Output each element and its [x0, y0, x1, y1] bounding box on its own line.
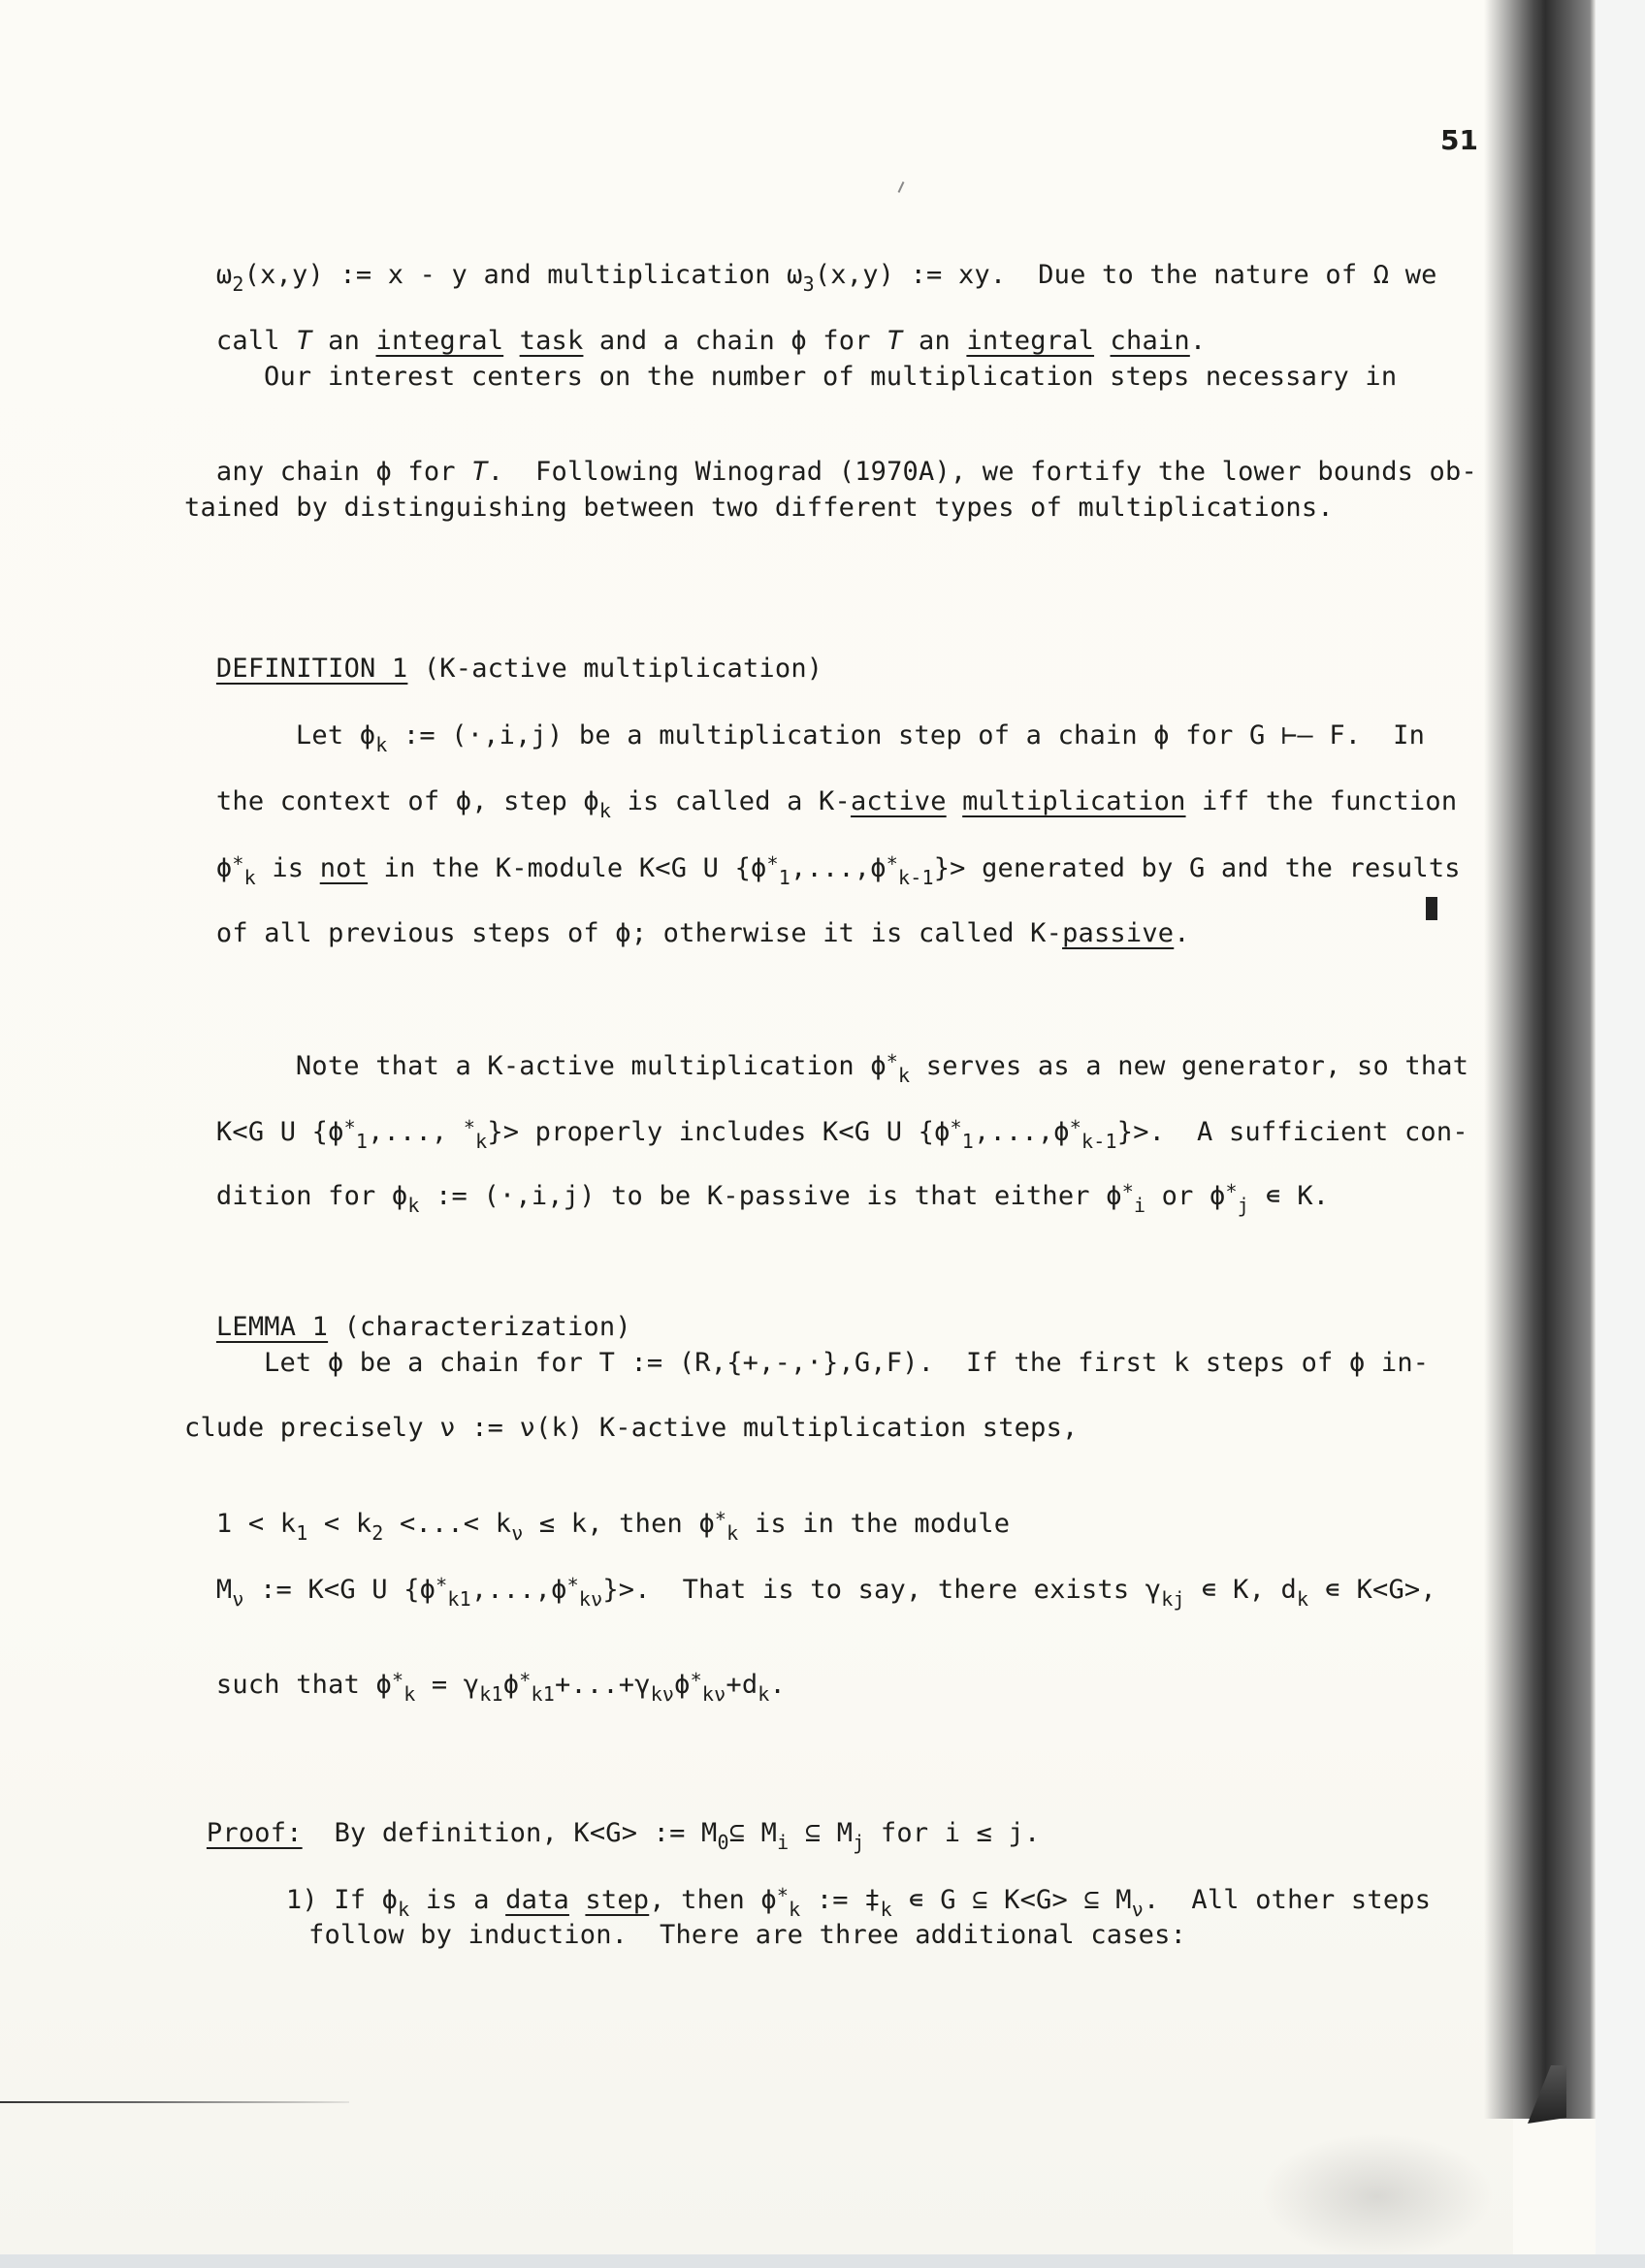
- text: := ‡: [800, 1885, 881, 1915]
- superscript: *: [519, 1669, 532, 1692]
- lemma-line-2: clude precisely ν := ν(k) K-active multiplication steps,: [184, 1413, 1079, 1443]
- space: [947, 786, 962, 816]
- subscript: kν: [650, 1682, 675, 1706]
- text: call: [215, 326, 297, 356]
- note-line-3: [184, 1150, 1329, 1217]
- text: is in the module: [738, 1509, 1011, 1539]
- note-line-1: [264, 1020, 1468, 1087]
- definition-label: DEFINITION 1: [215, 654, 408, 684]
- superscript: *: [566, 1574, 579, 1597]
- subscript: ν: [232, 1587, 244, 1611]
- text: is called a K-: [611, 786, 851, 816]
- subscript: ν: [1131, 1898, 1145, 1921]
- space: [569, 1885, 585, 1915]
- text: 1) If ϕ: [285, 1885, 399, 1915]
- text: an: [311, 326, 376, 356]
- superscript: *: [1121, 1180, 1134, 1203]
- text: ω: [215, 260, 233, 290]
- text: or ϕ: [1145, 1181, 1226, 1211]
- subscript: kν: [701, 1682, 726, 1706]
- paragraph-2-line-1: Our interest centers on the number of multiplication steps necessary in: [264, 362, 1398, 392]
- text: . Following Winograd (1970A), we fortify the lower bounds ob-: [487, 457, 1477, 487]
- lemma-line-1: Let ϕ be a chain for T := (R,{+,-,·},G,F). If the first k steps of ϕ in-: [264, 1348, 1430, 1378]
- text: ⊆ M: [728, 1818, 778, 1848]
- term-multiplication: multiplication: [962, 786, 1186, 816]
- task-symbol: T: [887, 326, 903, 356]
- subscript: k: [1296, 1587, 1309, 1611]
- subscript: k: [726, 1521, 739, 1545]
- text: ∊ K, d: [1184, 1575, 1297, 1605]
- subscript: k: [758, 1682, 770, 1706]
- superscript: *: [776, 1884, 790, 1907]
- term-integral: integral: [966, 326, 1095, 356]
- superscript: *: [690, 1669, 702, 1692]
- subscript: 1: [355, 1130, 369, 1153]
- superscript: *: [766, 852, 779, 876]
- term-active: active: [850, 786, 947, 816]
- scan-smudge: [1261, 2133, 1494, 2259]
- text: }> generated by G and the results: [933, 853, 1461, 883]
- subscript: kν: [578, 1587, 603, 1611]
- text: .: [769, 1670, 787, 1700]
- superscript: *: [391, 1669, 404, 1692]
- task-symbol: T: [296, 326, 312, 356]
- paragraph-2-line-2: [184, 427, 1477, 487]
- note-line-2: [184, 1086, 1468, 1153]
- subscript: 1: [296, 1521, 308, 1545]
- subscript: k1: [479, 1682, 503, 1706]
- definition-line-1: [264, 690, 1425, 756]
- text: is: [255, 853, 320, 883]
- proof-label: Proof:: [206, 1818, 303, 1848]
- text: serves as a new generator, so that: [910, 1051, 1469, 1081]
- text: ϕ: [674, 1670, 691, 1700]
- text: ,...,: [368, 1117, 464, 1147]
- term-not: not: [319, 853, 369, 883]
- proof-line-3: follow by induction. There are three additional cases:: [308, 1920, 1187, 1950]
- subscript: j: [853, 1831, 865, 1854]
- text: of all previous steps of ϕ; otherwise it is called K-: [215, 918, 1063, 948]
- scan-bottom-edge: [0, 2254, 1645, 2268]
- subscript: i: [1133, 1194, 1146, 1217]
- subscript: j: [1237, 1194, 1249, 1217]
- text: ω: [787, 260, 803, 290]
- subscript: 1: [778, 866, 790, 889]
- text: }>. That is to say, there exists γ: [602, 1575, 1162, 1605]
- task-symbol: T: [471, 457, 488, 487]
- text: any chain ϕ for: [215, 457, 472, 487]
- subscript: kj: [1161, 1587, 1185, 1611]
- text: such that ϕ: [215, 1670, 392, 1700]
- book-spine-shadow: [1484, 0, 1596, 2119]
- subscript: k: [475, 1130, 488, 1153]
- text: ,...,ϕ: [790, 853, 887, 883]
- proof-line-2: [254, 1854, 1431, 1921]
- subscript: 2: [371, 1521, 384, 1545]
- lemma-line-4: [184, 1544, 1436, 1611]
- superscript: *: [463, 1116, 476, 1139]
- text: 1 < k: [215, 1509, 297, 1539]
- subscript: k: [407, 1194, 420, 1217]
- superscript: *: [714, 1508, 727, 1531]
- text: Let ϕ: [295, 720, 376, 751]
- text: := K<G U {ϕ: [243, 1575, 436, 1605]
- subscript: i: [777, 1831, 790, 1854]
- term-data: data: [505, 1885, 569, 1915]
- lemma-label: LEMMA 1: [215, 1312, 329, 1342]
- text: := (·,i,j) to be K-passive is that either ϕ: [419, 1181, 1122, 1211]
- subscript: k-1: [1081, 1130, 1117, 1153]
- superscript: *: [886, 1050, 899, 1073]
- text: +d: [726, 1670, 758, 1700]
- text: }>. A sufficient con-: [1116, 1117, 1468, 1147]
- text: (x,y) := xy. Due to the nature of Ω we: [814, 260, 1437, 290]
- lemma-heading: [184, 1282, 631, 1342]
- superscript: *: [343, 1116, 356, 1139]
- text: ∊ G ⊆ K<G> ⊆ M: [891, 1885, 1132, 1915]
- definition-heading: [184, 623, 822, 684]
- scan-margin: [1596, 0, 1645, 2268]
- proof-line-1: [175, 1788, 1040, 1854]
- subscript: 2: [232, 272, 244, 296]
- subscript: k: [880, 1898, 892, 1921]
- text: ϕ: [215, 853, 233, 883]
- text: dition for ϕ: [215, 1181, 408, 1211]
- definition-line-3: [184, 822, 1461, 889]
- subscript: k: [375, 733, 388, 756]
- text: ,...,ϕ: [470, 1575, 567, 1605]
- end-of-definition-mark: [1426, 897, 1437, 920]
- definition-title: (K-active multiplication): [407, 654, 823, 684]
- text: Note that a K-active multiplication ϕ: [295, 1051, 887, 1081]
- text: ⊆ M: [789, 1818, 854, 1848]
- text: ,...,ϕ: [974, 1117, 1070, 1147]
- text: for i ≤ j.: [864, 1818, 1041, 1848]
- definition-line-4: [184, 888, 1190, 948]
- lemma-line-5: [184, 1639, 786, 1706]
- text: an: [902, 326, 967, 356]
- term-integral: integral: [375, 326, 504, 356]
- subscript: k: [789, 1898, 801, 1921]
- space: [1094, 326, 1110, 356]
- definition-line-2: [184, 756, 1457, 822]
- lemma-line-3: [184, 1478, 1010, 1545]
- text: K<G U {ϕ: [215, 1117, 344, 1147]
- superscript: *: [1069, 1116, 1082, 1139]
- subscript: k1: [531, 1682, 555, 1706]
- text: ≤ k, then ϕ: [523, 1509, 715, 1539]
- text: and a chain ϕ for: [583, 326, 887, 356]
- space: [503, 326, 519, 356]
- subscript: ν: [511, 1521, 524, 1545]
- text: ∊ K<G>,: [1308, 1575, 1436, 1605]
- subscript: k: [398, 1898, 410, 1921]
- text: is a: [409, 1885, 506, 1915]
- superscript: *: [886, 852, 898, 876]
- text: .: [1174, 918, 1190, 948]
- superscript: *: [950, 1116, 962, 1139]
- text: ∊ K.: [1248, 1181, 1330, 1211]
- superscript: *: [232, 852, 244, 876]
- text: ϕ: [502, 1670, 520, 1700]
- page-fold-line: [0, 2101, 349, 2103]
- text: iff the function: [1185, 786, 1458, 816]
- paragraph-2-line-3: tained by distinguishing between two different types of multiplications.: [184, 493, 1334, 523]
- term-chain: chain: [1110, 326, 1190, 356]
- paragraph-1-line-1: [184, 230, 1437, 296]
- text: M: [215, 1575, 233, 1605]
- subscript: 1: [961, 1130, 975, 1153]
- text: < k: [307, 1509, 372, 1539]
- text: +...+γ: [554, 1670, 651, 1700]
- text: . All other steps: [1144, 1885, 1432, 1915]
- subscript: k: [243, 866, 256, 889]
- term-task: task: [519, 326, 584, 356]
- subscript: k1: [447, 1587, 471, 1611]
- subscript: 3: [802, 272, 815, 296]
- text: <...< k: [383, 1509, 512, 1539]
- text: := (·,i,j) be a multiplication step of a chain ϕ for G ⊢— F. In: [387, 720, 1426, 751]
- text: , then ϕ: [649, 1885, 777, 1915]
- term-passive: passive: [1062, 918, 1175, 948]
- subscript: k-1: [897, 866, 934, 889]
- superscript: *: [435, 1574, 448, 1597]
- superscript: *: [1225, 1180, 1238, 1203]
- text: the context of ϕ, step ϕ: [215, 786, 599, 816]
- text: (x,y) := x - y and multiplication: [243, 260, 788, 290]
- term-step: step: [585, 1885, 650, 1915]
- text: = γ: [415, 1670, 480, 1700]
- subscript: k: [898, 1064, 911, 1087]
- text: .: [1189, 326, 1207, 356]
- page-number: 51: [1440, 124, 1478, 156]
- subscript: k: [598, 799, 612, 822]
- text: in the K-module K<G U {ϕ: [368, 853, 767, 883]
- text: }> properly includes K<G U {ϕ: [487, 1117, 951, 1147]
- text: By definition, K<G> := M: [302, 1818, 718, 1848]
- subscript: 0: [717, 1831, 729, 1854]
- lemma-title: (characterization): [328, 1312, 631, 1342]
- paragraph-1-line-2: [184, 296, 1206, 356]
- subscript: k: [403, 1682, 416, 1706]
